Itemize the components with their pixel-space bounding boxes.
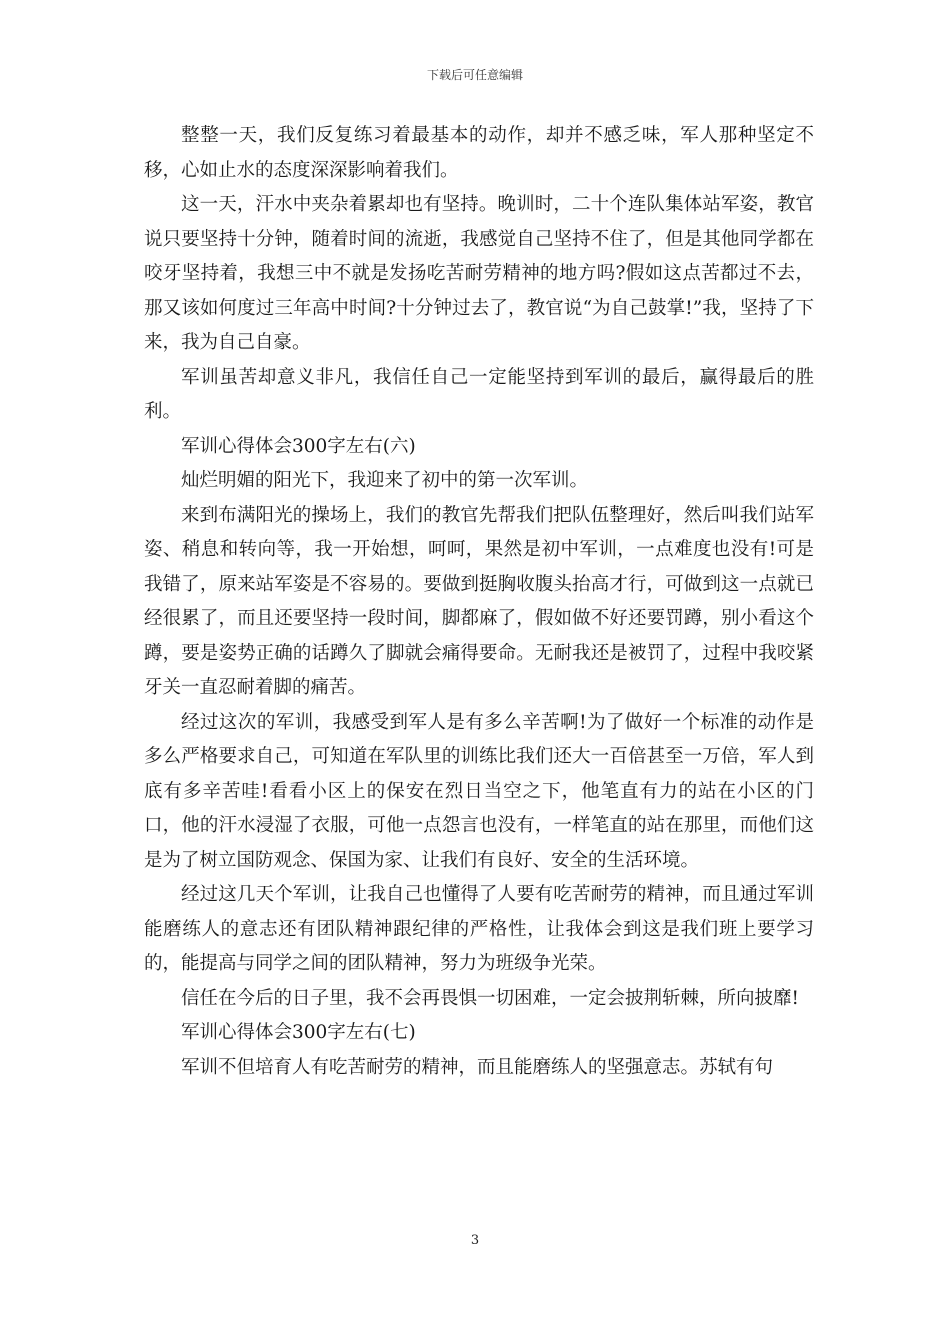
section-heading: 军训心得体会300字左右(六) (181, 435, 416, 457)
paragraph: 军训不但培育人有吃苦耐劳的精神，而且能磨练人的坚强意志。苏轼有句 (181, 1056, 774, 1078)
paragraph: 灿烂明媚的阳光下，我迎来了初中的第一次军训。 (181, 470, 589, 491)
paragraph: 来到布满阳光的操场上，我们的教官先帮我们把队伍整理好，然后叫我们站军姿、稍息和转向等，我一开始想，呵呵，果然是初中军训，一点难度也没有!可是我错了，原来站军姿是不容易的。要做到挺胸收腹头抬高才行，可做到这一点就已经很累了，而且还要坚持一段时间，脚都麻了，假如做不好还要罚蹲，别小看这个蹲，要是姿势正确的话蹲久了脚就会痛得要命。无耐我还是被罚了，过程中我咬紧牙关一直忍耐着脚的痛苦。 (144, 504, 814, 698)
section-heading: 军训心得体会300字左右(七) (181, 1022, 416, 1043)
paragraph: 整整一天，我们反复练习着最基本的动作，却并不感乏味，军人那种坚定不移，心如止水的态度深深影响着我们。 (144, 125, 814, 181)
page-header: 下载后可任意编辑 (426, 68, 523, 82)
paragraph: 这一天，汗水中夹杂着累却也有坚持。晚训时，二十个连队集体站军姿，教官说只要坚持十分钟，随着时间的流逝，我感觉自己坚持不住了，但是其他同学都在咬牙坚持着，我想三中不就是发扬吃苦耐劳精神的地方吗?假如这点苦都过不去，那又该如何度过三年高中时间?十分钟过去了，教官说“为自己鼓掌!”我，坚持了下来，我为自己自豪。 (144, 194, 814, 353)
page-number: 3 (470, 1233, 480, 1248)
document-body (144, 119, 814, 1085)
paragraph: 信任在今后的日子里，我不会再畏惧一切困难，一定会披荆斩棘，所向披靡! (181, 987, 799, 1009)
paragraph: 经过这几天个军训，让我自己也懂得了人要有吃苦耐劳的精神，而且通过军训能磨练人的意志还有团队精神跟纪律的严格性，让我体会到这是我们班上要学习的，能提高与同学之间的团队精神，努力为班级争光荣。 (144, 884, 814, 974)
paragraph: 经过这次的军训，我感受到军人是有多么辛苦啊!为了做好一个标准的动作是多么严格要求自己，可知道在军队里的训练比我们还大一百倍甚至一万倍，军人到底有多辛苦哇!看看小区上的保安在烈日当空之下，他笔直有力的站在小区的门口，他的汗水浸湿了衣服，可他一点怨言也没有，一样笔直的站在那里，而他们这是为了树立国防观念、保国为家、让我们有良好、安全的生活环境。 (144, 711, 814, 871)
paragraph: 军训虽苦却意义非凡，我信任自己一定能坚持到军训的最后，赢得最后的胜利。 (144, 366, 814, 422)
